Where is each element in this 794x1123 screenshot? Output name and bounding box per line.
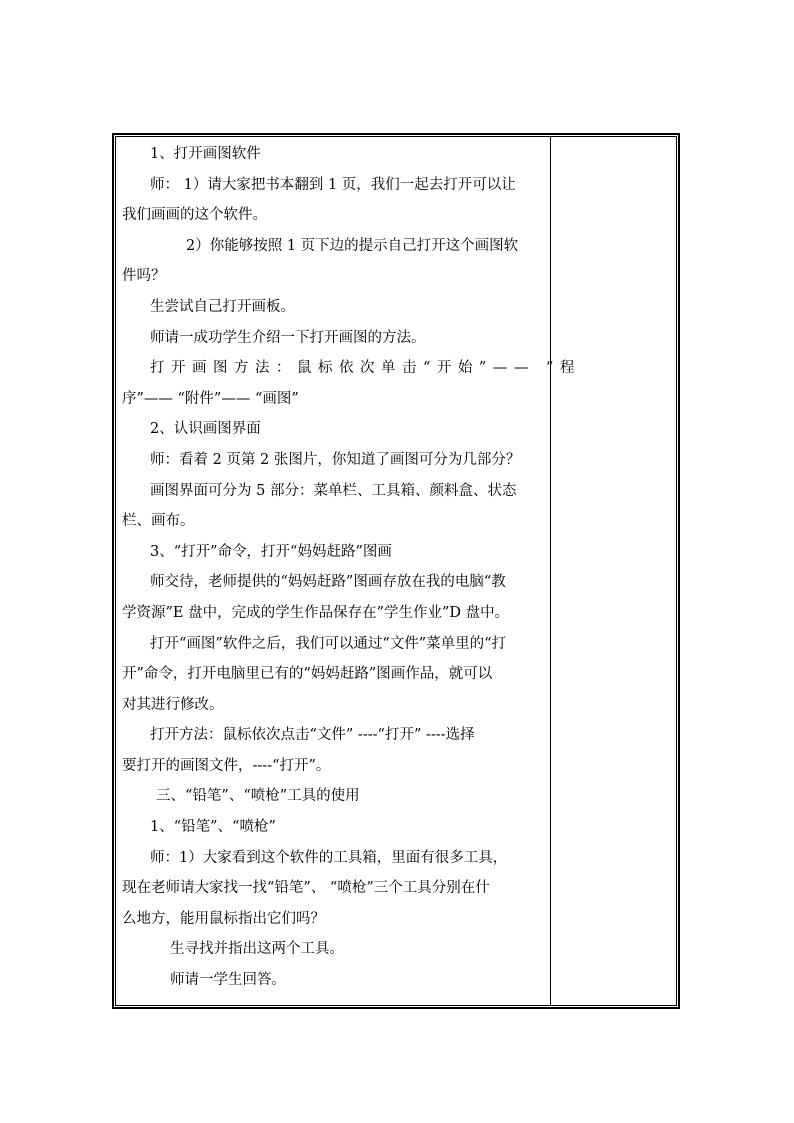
lesson-content-cell bbox=[122, 139, 581, 996]
text-line: 学资源”E 盘中，完成的学生作品保存在”学生作业”D 盘中。 bbox=[122, 604, 510, 621]
text-line: 师：1）大家看到这个软件的工具箱，里面有很多工具， bbox=[150, 849, 508, 866]
text-line: 开”命令，打开电脑里已有的“妈妈赶路”图画作品，就可以 bbox=[122, 666, 493, 683]
section-heading: 1、“铅笔”、“喷枪” bbox=[150, 819, 276, 836]
section-heading: 3、“打开”命令，打开“妈妈赶路”图画 bbox=[150, 543, 392, 560]
text-line: 要打开的画图文件，----“打开”。 bbox=[122, 757, 331, 774]
text-line: 件吗？ bbox=[122, 268, 166, 285]
text-line: 栏、画布。 bbox=[122, 513, 195, 530]
text-line: 生寻找并指出这两个工具。 bbox=[170, 941, 344, 958]
text-line: 师交待，老师提供的“妈妈赶路”图画存放在我的电脑“教 bbox=[150, 574, 506, 591]
text-line: 2）你能够按照 1 页下边的提示自己打开这个画图软 bbox=[186, 237, 519, 254]
text-line: 师： 1）请大家把书本翻到 1 页，我们一起去打开可以让 bbox=[150, 176, 516, 193]
text-line: 师请一成功学生介绍一下打开画图的方法。 bbox=[150, 329, 426, 346]
section-heading: 2、认识画图界面 bbox=[150, 421, 261, 438]
text-line: 打开“画图”软件之后，我们可以通过“文件”菜单里的“打 bbox=[150, 635, 507, 652]
text-line: 现在老师请大家找一找“铅笔”、 “喷枪”三个工具分别在什 bbox=[122, 880, 490, 897]
text-line: 生尝试自己打开画板。 bbox=[150, 298, 295, 315]
text-line: 序”—— “附件”—— “画图” bbox=[122, 390, 299, 407]
text-line: 么地方，能用鼠标指出它们吗？ bbox=[122, 910, 325, 927]
text-line: 师：看着 2 页第 2 张图片，你知道了画图可分为几部分？ bbox=[150, 451, 521, 468]
text-line: 我们画画的这个软件。 bbox=[122, 207, 267, 224]
text-line: 对其进行修改。 bbox=[122, 696, 224, 713]
section-heading: 1、打开画图软件 bbox=[150, 146, 261, 162]
text-line: 打开画图方法：鼠标依次单击“开始”—— “程 bbox=[150, 360, 581, 377]
text-line: 画图界面可分为 5 部分：菜单栏、工具箱、颜料盒、状态 bbox=[150, 482, 517, 499]
text-line: 师请一学生回答。 bbox=[170, 972, 286, 989]
section-heading: 三、“铅笔”、“喷枪”工具的使用 bbox=[156, 788, 360, 805]
lesson-table-column-divider bbox=[550, 136, 551, 1006]
text-line: 打开方法：鼠标依次点击“文件” ----“打开” ----选择 bbox=[150, 727, 475, 744]
